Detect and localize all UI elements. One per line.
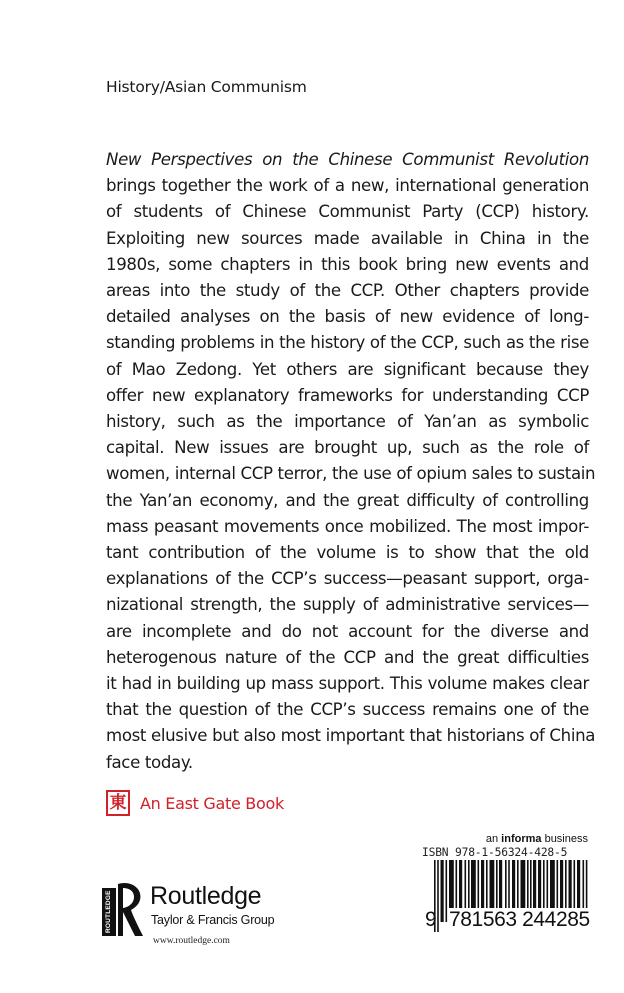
blurb-line: of Mao Zedong. Yet others are significant because they xyxy=(106,359,589,379)
east-gate-imprint xyxy=(106,790,284,816)
blurb-line: tant contribution of the volume is to show that the old xyxy=(106,543,589,563)
publisher-name: Routledge xyxy=(150,882,262,910)
blurb-line: standing problems in the history of the CCP, such as the rise xyxy=(106,333,589,353)
informa-suffix: business xyxy=(541,833,588,845)
barcode-digits: 781563 244285 xyxy=(449,908,590,931)
blurb-line: offer new explanatory frameworks for understanding CCP xyxy=(106,385,589,405)
blurb-line: detailed analyses on the basis of new evidence of long- xyxy=(106,307,589,327)
blurb-line: that the question of the CCP’s success remains one of the xyxy=(106,700,589,720)
book-title: New Perspectives on the Chinese Communist Revolution xyxy=(106,150,589,169)
isbn-label: ISBN 978-1-56324-428-5 xyxy=(422,846,568,859)
blurb-line: Exploiting new sources made available in China in the xyxy=(106,228,589,248)
blurb-line: nizational strength, the supply of administrative services— xyxy=(106,595,589,615)
informa-brand: informa xyxy=(501,833,542,845)
subject-category: History/Asian Communism xyxy=(106,78,307,96)
blurb-line: history, such as the importance of Yan’an as symbolic xyxy=(106,412,589,432)
informa-tagline xyxy=(480,833,588,845)
blurb-line: are incomplete and do not account for the diverse and xyxy=(106,621,589,641)
barcode-lead-digit: 9 xyxy=(425,908,437,931)
informa-prefix: an xyxy=(485,833,502,845)
blurb-line: 1980s, some chapters in this book bring new events and xyxy=(106,254,589,274)
routledge-vertical-wordmark: ROUTLEDGE xyxy=(102,888,116,936)
publisher-url: www.routledge.com xyxy=(153,936,230,946)
blurb-line: mass peasant movements once mobilized. The most impor- xyxy=(106,516,589,536)
blurb-line: face today. xyxy=(106,752,193,772)
routledge-r-profile-icon xyxy=(116,882,144,938)
blurb-line: heterogenous nature of the CCP and the great difficulties xyxy=(106,647,589,667)
blurb-line: women, internal CCP terror, the use of opium sales to sustain xyxy=(106,464,596,484)
publisher-logo xyxy=(100,880,300,960)
blurb-line: of students of Chinese Communist Party (CCP) history. xyxy=(106,202,589,222)
blurb-line: areas into the study of the CCP. Other chapters provide xyxy=(106,281,589,301)
blurb-line: capital. New issues are brought up, such as the role of xyxy=(106,438,589,458)
blurb-title-line xyxy=(106,147,589,173)
east-gate-seal-icon: 東 xyxy=(106,790,130,816)
blurb-line: it had in building up mass support. This volume makes clear xyxy=(106,674,589,694)
blurb-line: most elusive but also most important that historians of China xyxy=(106,726,596,746)
blurb-line: brings together the work of a new, international generation xyxy=(106,176,589,196)
blurb-line: the Yan’an economy, and the great difficulty of controlling xyxy=(106,490,589,510)
publisher-group: Taylor & Francis Group xyxy=(151,913,275,927)
back-cover-blurb xyxy=(106,147,596,776)
east-gate-label: An East Gate Book xyxy=(140,793,284,813)
blurb-line: explanations of the CCP’s success—peasant support, orga- xyxy=(106,569,589,589)
